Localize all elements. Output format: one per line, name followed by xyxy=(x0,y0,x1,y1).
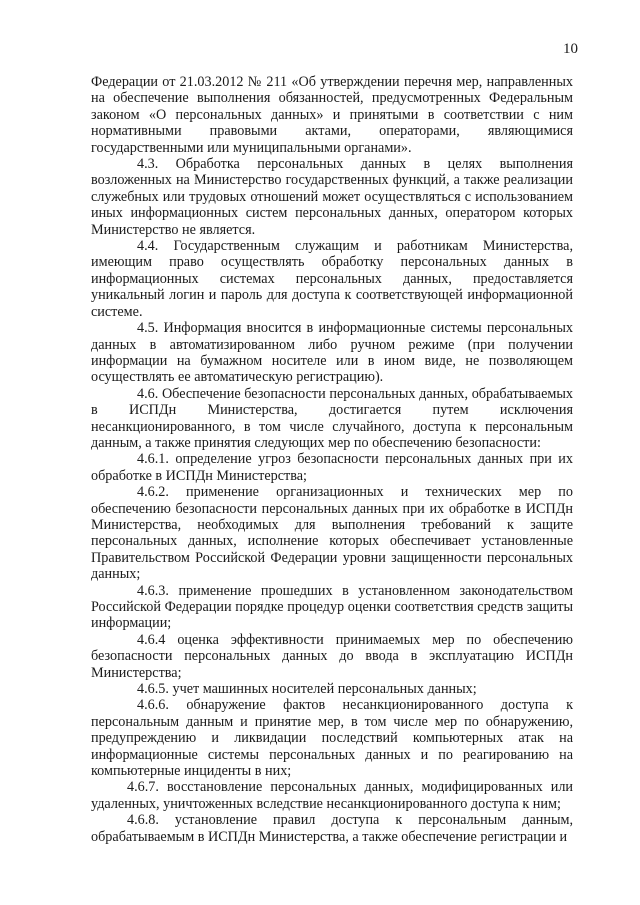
paragraph-4-6-1: 4.6.1. определение угроз безопасности персональных данных при их обработке в ИСПДн Министерства; xyxy=(91,451,573,484)
paragraph-4-6-8: 4.6.8. установление правил доступа к персональным данным, обрабатываемым в ИСПДн Министерства, а также обеспечение регистрации и xyxy=(91,812,573,845)
paragraph-continuation: Федерации от 21.03.2012 № 211 «Об утверждении перечня мер, направленных на обеспечение выполнения обязанностей, предусмотренных Федеральным законом «О персональных данных» и принятыми в соответствии с ним нормативными правовыми актами, операторами, являющимися государственными или муниципальными органами». xyxy=(91,74,573,156)
paragraph-4-6-6: 4.6.6. обнаружение фактов несанкционированного доступа к персональным данным и принятие мер, в том числе мер по обнаружению, предупреждению и ликвидации последствий компьютерных атак на информационные системы персональных данных и по реагированию на компьютерные инциденты в них; xyxy=(91,697,573,780)
paragraph-4-4: 4.4. Государственным служащим и работникам Министерства, имеющим право осуществлять обработку персональных данных в информационных системах персональных данных, предоставляется уникальный логин и пароль для доступа к соответствующей информационной системе. xyxy=(91,238,573,320)
document-body xyxy=(91,74,573,845)
paragraph-4-6: 4.6. Обеспечение безопасности персональных данных, обрабатываемых в ИСПДн Министерства, достигается путем исключения несанкционированного, в том числе случайного, доступа к персональным данным, а также принятия следующих мер по обеспечению безопасности: xyxy=(91,385,573,451)
page-number: 10 xyxy=(563,41,578,57)
paragraph-4-5: 4.5. Информация вносится в информационные системы персональных данных в автоматизированном либо ручном режиме (при получении информации на бумажном носителе или в ином виде, не позволяющем осуществлять ее автоматическую регистрацию). xyxy=(91,320,573,386)
paragraph-4-6-5: 4.6.5. учет машинных носителей персональных данных; xyxy=(137,681,477,698)
paragraph-4-6-3: 4.6.3. применение прошедших в установленном законодательством Российской Федерации порядке процедур оценки соответствия средств защиты информации; xyxy=(91,582,573,632)
paragraph-4-6-7: 4.6.7. восстановление персональных данных, модифицированных или удаленных, уничтоженных вследствие несанкционированного доступа к ним; xyxy=(91,779,573,812)
paragraph-4-6-4: 4.6.4 оценка эффективности принимаемых мер по обеспечению безопасности персональных данных до ввода в эксплуатацию ИСПДн Министерства; xyxy=(91,631,573,681)
paragraph-4-6-2: 4.6.2. применение организационных и технических мер по обеспечению безопасности персональных данных при их обработке в ИСПДн Министерства, необходимых для выполнения требований к защите персональных данных, исполнение которых обеспечивает установленные Правительством Российской Федерации уровни защищенности персональных данных; xyxy=(91,484,573,583)
paragraph-4-3: 4.3. Обработка персональных данных в целях выполнения возложенных на Министерство государственных функций, а также реализации служебных или трудовых отношений может осуществляться с использованием иных информационных систем персональных данных, оператором которых Министерство не является. xyxy=(91,156,573,238)
